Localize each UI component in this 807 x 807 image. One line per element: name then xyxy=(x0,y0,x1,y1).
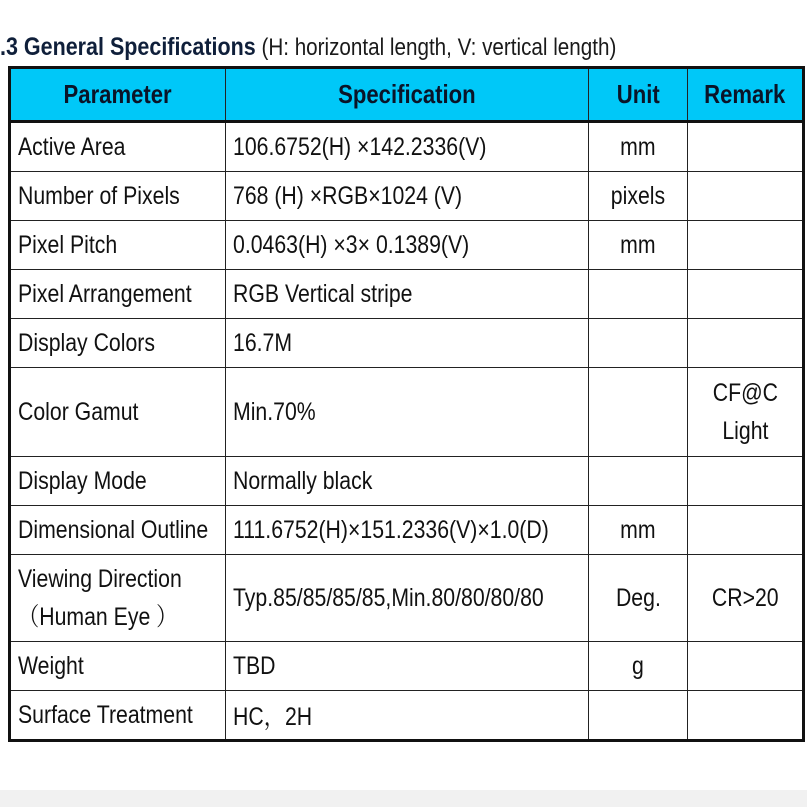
cell-remark xyxy=(688,221,804,270)
cell-unit: mm xyxy=(589,122,688,172)
remark-line-2: Light xyxy=(721,417,769,445)
header-unit: Unit xyxy=(589,68,688,122)
parameter-line-2: （Human Eye ） xyxy=(18,603,178,631)
cell-unit xyxy=(589,691,688,741)
table-row xyxy=(10,172,804,221)
heading-title: .3 General Specifications xyxy=(0,33,256,61)
cell-parameter: Color Gamut xyxy=(10,368,226,457)
cell-specification: 16.7M xyxy=(226,319,589,368)
cell-unit: g xyxy=(589,642,688,691)
cell-remark xyxy=(688,368,804,457)
table-row xyxy=(10,319,804,368)
remark-line-1: CF@C xyxy=(712,379,778,407)
header-specification: Specification xyxy=(226,68,589,122)
parameter-line-1: Viewing Direction xyxy=(18,565,182,593)
table-row xyxy=(10,221,804,270)
table-row xyxy=(10,122,804,172)
cell-parameter: Display Colors xyxy=(10,319,226,368)
cell-unit: pixels xyxy=(589,172,688,221)
table-row xyxy=(10,506,804,555)
header-parameter: Parameter xyxy=(10,68,226,122)
table-row xyxy=(10,642,804,691)
cell-remark xyxy=(688,457,804,506)
cell-parameter: Pixel Pitch xyxy=(10,221,226,270)
header-remark: Remark xyxy=(688,68,804,122)
cell-unit xyxy=(589,270,688,319)
cell-specification: Normally black xyxy=(226,457,589,506)
cell-remark xyxy=(688,172,804,221)
cell-specification: HC，2H xyxy=(226,691,589,741)
cell-parameter: Weight xyxy=(10,642,226,691)
table-row xyxy=(10,368,804,457)
cell-parameter: Pixel Arrangement xyxy=(10,270,226,319)
cell-parameter: Active Area xyxy=(10,122,226,172)
cell-parameter: Display Mode xyxy=(10,457,226,506)
cell-unit xyxy=(589,457,688,506)
cell-unit: mm xyxy=(589,506,688,555)
cell-specification: 768 (H) ×RGB×1024 (V) xyxy=(226,172,589,221)
cell-remark xyxy=(688,270,804,319)
cell-specification: 0.0463(H) ×3× 0.1389(V) xyxy=(226,221,589,270)
cell-remark: CR>20 xyxy=(688,555,804,642)
cell-parameter: Number of Pixels xyxy=(10,172,226,221)
cell-specification: RGB Vertical stripe xyxy=(226,270,589,319)
general-specifications-table xyxy=(8,66,805,742)
cell-remark xyxy=(688,506,804,555)
cell-specification: 111.6752(H)×151.2336(V)×1.0(D) xyxy=(226,506,589,555)
table-row xyxy=(10,270,804,319)
cell-specification: TBD xyxy=(226,642,589,691)
cell-unit xyxy=(589,368,688,457)
cell-unit: Deg. xyxy=(589,555,688,642)
cell-specification: 106.6752(H) ×142.2336(V) xyxy=(226,122,589,172)
cell-remark xyxy=(688,691,804,741)
cell-remark xyxy=(688,319,804,368)
heading-note: (H: horizontal length, V: vertical length) xyxy=(255,34,617,61)
cell-specification: Min.70% xyxy=(226,368,589,457)
table-row xyxy=(10,555,804,642)
cell-parameter xyxy=(10,555,226,642)
table-row xyxy=(10,691,804,741)
table-row xyxy=(10,457,804,506)
cell-remark xyxy=(688,122,804,172)
cell-specification: Typ.85/85/85/85,Min.80/80/80/80 xyxy=(226,555,589,642)
cell-remark xyxy=(688,642,804,691)
cell-unit: mm xyxy=(589,221,688,270)
cell-parameter: Dimensional Outline xyxy=(10,506,226,555)
page-bottom-band xyxy=(0,790,807,807)
section-heading xyxy=(0,30,694,64)
table-header-row xyxy=(10,68,804,122)
cell-unit xyxy=(589,319,688,368)
cell-parameter: Surface Treatment xyxy=(10,691,226,741)
